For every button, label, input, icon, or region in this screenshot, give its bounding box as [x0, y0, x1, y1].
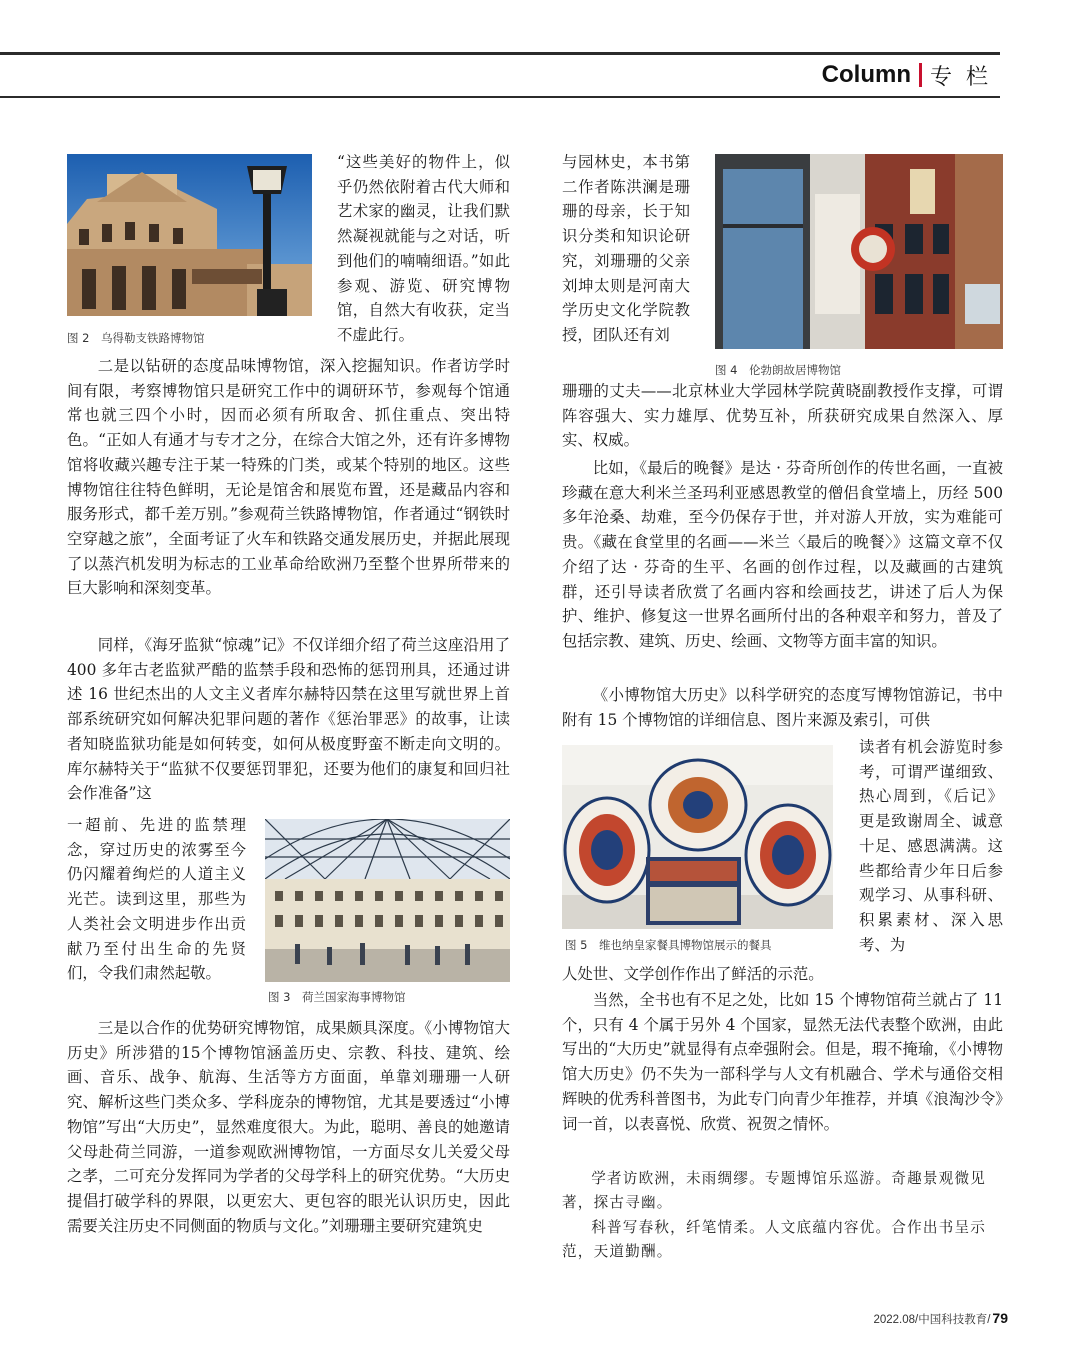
figure-3-maritime-museum [265, 819, 510, 982]
column-header [822, 60, 1002, 90]
left-paragraph-2: 二是以钻研的态度品味博物馆，深入挖掘知识。作者访学时间有限，考察博物馆只是研究工作中的调研环节，参观每个馆通常也就三四个小时，因而必须有所取舍、抓住重点、突出特色。“正如人有通才与专才之分，在综合大馆之外，还有许多博物馆将收藏兴趣专注于某一特殊的门类，或某个特别的地区。这些博物馆往往特色鲜明，无论是馆舍和展览布置，还是藏品内容和服务形式，都千差万别。”参观荷兰铁路博物馆，作者通过“钢铁时空穿越之旅”，全面考证了火车和铁路交通发展历史，并据此展现了以蒸汽机发明为标志的工业革命给欧洲乃至整个世界所带来的巨大影响和深刻变革。 [67, 357, 510, 598]
figure-2-caption: 图 2 乌得勒支铁路博物馆 [67, 331, 205, 345]
right-paragraph-3-continued: 读者有机会游览时参考，可谓严谨细致、热心周到，《后记》更是致谢周全、诚意十足、感恩满满。这些都给青少年日后参观学习、从事科研、积累素材、深入思考、为 [859, 738, 1003, 954]
left-paragraph-3-continued: 一超前、先进的监禁理念，穿过历史的浓雾至今仍闪耀着绚烂的人道主义光芒。读到这里，那些为人类社会文明进步作出贡献乃至付出生命的先贤们，令我们肃然起敬。 [67, 816, 246, 983]
poem-stanza-2: 科普写春秋，纤笔情柔。人文底蕴内容优。合作出书呈示范，天道勤酬。 [562, 1219, 987, 1260]
footer-slash-2: / [987, 1314, 991, 1326]
left-paragraph-3: 同样，《海牙监狱“惊魂”记》不仅详细介绍了荷兰这座沿用了 400 多年古老监狱严酷的监禁手段和恐怖的惩罚刑具，还通过讲述 16 世纪杰出的人文主义者库尔赫特囚禁在这里写就世界上首部系统研究如何解决犯罪问题的著作《惩治罪恶》的故事，让读者知晓监狱功能是如何转变，如何从极度野蛮不断走向文明的。库尔赫特关于“监狱不仅要惩罚罪犯，还要为他们的康复和回归社会作准备”这 [67, 636, 510, 803]
footer-slash-1: / [915, 1314, 919, 1326]
figure-5-porcelain-tableware [562, 745, 833, 929]
right-paragraph-2: 比如，《最后的晚餐》是达 · 芬奇所创作的传世名画，一直被珍藏在意大利米兰圣玛利亚感恩教堂的僧侣食堂墙上，历经 500 多年沧桑、劫难，至今仍保存于世，并对游人开放，实为难能可贵。《藏在食堂里的名画——米兰〈最后的晚餐〉》这篇文章不仅介绍了达 · 芬奇的生平、名画的创作过程，以及藏画的古建筑群，还引导读者欣赏了名画内容和绘画技艺，讲述了后人为保护、维护、修复这一世界名画所付出的各种艰辛和努力，普及了包括宗教、建筑、历史、绘画、文物等方面丰富的知识。 [562, 459, 1003, 650]
left-paragraph-1: “这些美好的物件上，似乎仍然依附着古代大师和艺术家的幽灵，让我们默然凝视就能与之对话，听到他们的喃喃细语。”如此参观、游览、研究博物馆，自然大有收获，定当不虚此行。 [337, 153, 510, 344]
right-paragraph-3: 《小博物馆大历史》以科学研究的态度写博物馆游记，书中附有 15 个博物馆的详细信息、图片来源及索引，可供 [562, 686, 1003, 729]
footer-journal: 中国科技教育 [918, 1314, 988, 1326]
column-label-en: Column [821, 61, 911, 88]
header-rule-top [0, 52, 1000, 55]
column-divider [919, 63, 922, 87]
figure-4-caption: 图 4 伦勃朗故居博物馆 [715, 363, 841, 377]
figure-4-rembrandt-house [715, 154, 1003, 349]
footer-issue: 2022.08 [873, 1314, 916, 1326]
figure-5-caption: 图 5 维也纳皇家餐具博物馆展示的餐具 [565, 938, 772, 952]
page-footer [873, 1310, 1008, 1327]
page-number: 79 [992, 1310, 1008, 1326]
column-label-cn: 专栏 [929, 64, 1002, 90]
left-paragraph-4: 三是以合作的优势研究博物馆，成果颇具深度。《小博物馆大历史》所涉猎的15个博物馆涵盖历史、宗教、科技、建筑、绘画、音乐、战争、航海、生活等方方面面，单靠刘珊珊一人研究、解析这些门类众多、学科庞杂的博物馆，尤其是要透过“小博物馆”写出“大历史”，显然难度很大。为此，聪明、善良的她邀请父母赴荷兰同游，一道参观欧洲博物馆，一方面尽女儿关爱父母之孝，二可充分发挥同为学者的父母学科上的研究优势。“大历史提倡打破学科的界限，以更宏大、更包容的眼光认识历史，因此需要关注历史不同侧面的物质与文化。”刘珊珊主要研究建筑史 [67, 1019, 510, 1235]
poem-stanza-1: 学者访欧洲，未雨绸缪。专题博馆乐巡游。奇趣景观微见著，探古寻幽。 [562, 1170, 987, 1211]
right-paragraph-1: 与园林史，本书第二作者陈洪澜是珊珊的母亲，长于知识分类和知识论研究，刘珊珊的父亲刘坤太则是河南大学历史文化学院教授，团队还有刘 [562, 153, 690, 344]
header-rule-bottom [0, 96, 1000, 98]
right-paragraph-4: 当然，全书也有不足之处，比如 15 个博物馆荷兰就占了 11 个，只有 4 个属于另外 4 个国家，显然无法代表整个欧洲，由此写出的“大历史”就显得有点牵强附会。但是，瑕不掩瑜，《小博物馆大历史》仍不失为一部科学与人文有机融合、学术与通俗交相辉映的优秀科普图书，为此专门向青少年推荐，并填《浪淘沙令》词一首，以表喜悦、欣赏、祝贺之情怀。 [562, 991, 1003, 1133]
figure-3-caption: 图 3 荷兰国家海事博物馆 [268, 990, 406, 1004]
right-paragraph-1-continued: 珊珊的丈夫——北京林业大学园林学院黄晓副教授作支撑，可谓阵容强大、实力雄厚、优势互补，所获研究成果自然深入、厚实、权威。 [562, 382, 1003, 450]
right-paragraph-3-end: 人处世、文学创作作出了鲜活的示范。 [562, 965, 824, 983]
figure-2-railway-museum [67, 154, 312, 316]
